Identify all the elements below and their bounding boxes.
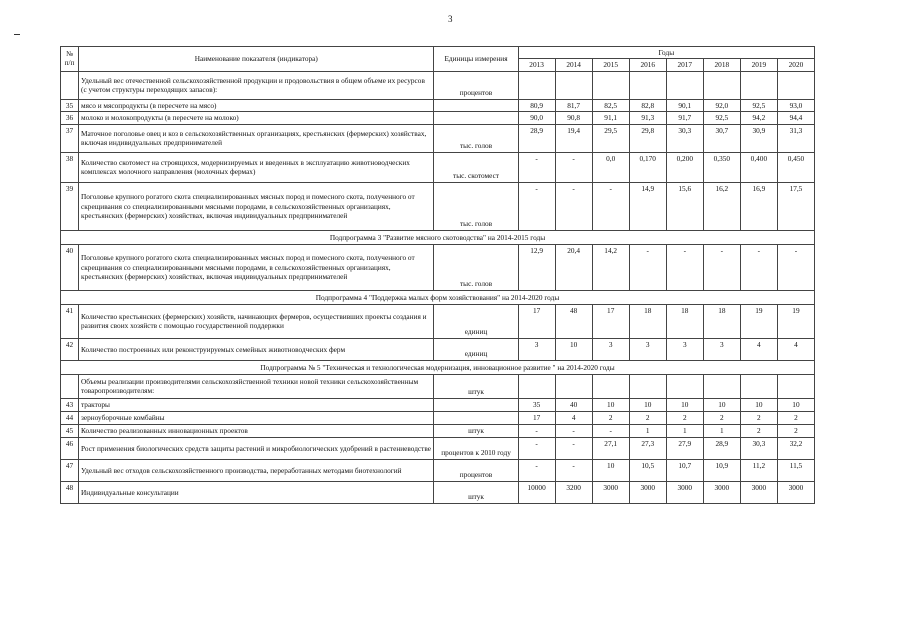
- year-value: 10: [555, 338, 592, 360]
- year-value: 18: [666, 304, 703, 338]
- indicator-name: Индивидуальные консультации: [79, 481, 434, 503]
- year-value: 2: [740, 424, 777, 437]
- year-value: 2: [666, 411, 703, 424]
- header-year: 2013: [518, 59, 555, 71]
- year-value: 3000: [703, 481, 740, 503]
- header-year: 2015: [592, 59, 629, 71]
- year-value: 27,9: [666, 437, 703, 459]
- year-value: -: [518, 152, 555, 182]
- year-value: 28,9: [518, 124, 555, 152]
- year-value: [666, 71, 703, 99]
- table-row: [61, 374, 815, 398]
- year-value: 90,0: [518, 112, 555, 124]
- table-row: [61, 152, 815, 182]
- row-number: 48: [61, 481, 79, 503]
- header-year: 2020: [777, 59, 814, 71]
- year-value: 17: [518, 304, 555, 338]
- year-value: -: [555, 437, 592, 459]
- indicator-name: Объемы реализации производителями сельскохозяйственной техники новой техники сельскохозяйственным товаропроизводителям:: [79, 374, 434, 398]
- indicator-name: молоко и молокопродукты (в пересчете на молоко): [79, 112, 434, 124]
- year-value: 94,4: [777, 112, 814, 124]
- year-value: 3000: [629, 481, 666, 503]
- year-value: [777, 374, 814, 398]
- indicator-name: Поголовье крупного рогатого скота специализированных мясных пород и помесного скота, полученного от скрещивания со специализированными мясными породами, в сельскохозяйственных организациях, крестьянских (фермерских) хозяйствах, включая индивидуальных предпринимателей: [79, 244, 434, 290]
- year-value: 4: [740, 338, 777, 360]
- indicator-name: тракторы: [79, 398, 434, 411]
- table-row: [61, 71, 815, 99]
- year-value: 0,350: [703, 152, 740, 182]
- table-row: [61, 112, 815, 124]
- table-row: [61, 424, 815, 437]
- subprogram-row: [61, 360, 815, 374]
- indicator-name: Поголовье крупного рогатого скота специализированных мясных пород и помесного скота, полученного от скрещивания со специализированными мясными породами, в сельскохозяйственных организациях, крестьянских (фермерских) хозяйствах, включая индивидуальных предпринимателей: [79, 182, 434, 230]
- year-value: 3000: [592, 481, 629, 503]
- unit-cell: [434, 398, 518, 411]
- year-value: 1: [703, 424, 740, 437]
- indicator-name: мясо и мясопродукты (в пересчете на мясо): [79, 99, 434, 111]
- year-value: 3: [666, 338, 703, 360]
- year-value: 12,9: [518, 244, 555, 290]
- year-value: 82,5: [592, 99, 629, 111]
- year-value: -: [666, 244, 703, 290]
- row-number: 46: [61, 437, 79, 459]
- table-row: [61, 398, 815, 411]
- year-value: -: [518, 424, 555, 437]
- year-value: 10: [629, 398, 666, 411]
- table-row: [61, 244, 815, 290]
- unit-cell: тыс. голов: [434, 124, 518, 152]
- header-year: 2016: [629, 59, 666, 71]
- table-row: [61, 99, 815, 111]
- year-value: 10: [703, 398, 740, 411]
- row-number: 43: [61, 398, 79, 411]
- year-value: 4: [555, 411, 592, 424]
- unit-cell: единиц: [434, 338, 518, 360]
- year-value: 91,1: [592, 112, 629, 124]
- year-value: -: [777, 244, 814, 290]
- year-value: [629, 374, 666, 398]
- year-value: 48: [555, 304, 592, 338]
- year-value: 10: [666, 398, 703, 411]
- year-value: 10,5: [629, 459, 666, 481]
- year-value: 16,9: [740, 182, 777, 230]
- row-number: [61, 374, 79, 398]
- header-years: Годы: [518, 47, 814, 59]
- row-number: 47: [61, 459, 79, 481]
- table-row: [61, 411, 815, 424]
- subprogram-row: [61, 290, 815, 304]
- year-value: 2: [703, 411, 740, 424]
- year-value: 19,4: [555, 124, 592, 152]
- year-value: 0,450: [777, 152, 814, 182]
- year-value: 18: [629, 304, 666, 338]
- year-value: [666, 374, 703, 398]
- year-value: 4: [777, 338, 814, 360]
- indicator-name: Количество реализованных инновационных проектов: [79, 424, 434, 437]
- year-value: 80,9: [518, 99, 555, 111]
- indicators-table: [60, 46, 815, 504]
- indicator-name: Количество крестьянских (фермерских) хозяйств, начинающих фермеров, осуществивших проекты создания и развития своих хозяйств с помощью государственной поддержки: [79, 304, 434, 338]
- year-value: 0,170: [629, 152, 666, 182]
- year-value: 17: [518, 411, 555, 424]
- year-value: 2: [592, 411, 629, 424]
- year-value: 20,4: [555, 244, 592, 290]
- year-value: [703, 71, 740, 99]
- year-value: 10: [592, 398, 629, 411]
- year-value: 19: [740, 304, 777, 338]
- table-row: [61, 338, 815, 360]
- year-value: 94,2: [740, 112, 777, 124]
- table-row: [61, 459, 815, 481]
- year-value: 31,3: [777, 124, 814, 152]
- year-value: 82,8: [629, 99, 666, 111]
- unit-cell: единиц: [434, 304, 518, 338]
- year-value: -: [555, 459, 592, 481]
- year-value: 2: [740, 411, 777, 424]
- year-value: 0,200: [666, 152, 703, 182]
- unit-cell: штук: [434, 424, 518, 437]
- row-number: [61, 71, 79, 99]
- unit-cell: процентов: [434, 71, 518, 99]
- year-value: 2: [777, 411, 814, 424]
- year-value: [777, 71, 814, 99]
- unit-cell: [434, 112, 518, 124]
- year-value: 11,5: [777, 459, 814, 481]
- year-value: 27,3: [629, 437, 666, 459]
- year-value: 30,3: [740, 437, 777, 459]
- year-value: -: [592, 424, 629, 437]
- year-value: 17,5: [777, 182, 814, 230]
- subprogram-title: Подпрограмма 3 "Развитие мясного скотоводства" на 2014-2015 годы: [61, 230, 815, 244]
- subprogram-title: Подпрограмма № 5 "Техническая и технологическая модернизация, инновационное развитие " на 2014-2020 годы: [61, 360, 815, 374]
- row-number: 40: [61, 244, 79, 290]
- year-value: 28,9: [703, 437, 740, 459]
- year-value: 17: [592, 304, 629, 338]
- unit-cell: процентов: [434, 459, 518, 481]
- unit-cell: тыс. голов: [434, 244, 518, 290]
- year-value: -: [592, 182, 629, 230]
- year-value: 14,9: [629, 182, 666, 230]
- year-value: 92,0: [703, 99, 740, 111]
- unit-cell: [434, 411, 518, 424]
- year-value: 3000: [666, 481, 703, 503]
- row-number: 36: [61, 112, 79, 124]
- year-value: 32,2: [777, 437, 814, 459]
- year-value: 30,9: [740, 124, 777, 152]
- year-value: 2: [777, 424, 814, 437]
- year-value: 1: [666, 424, 703, 437]
- year-value: 90,8: [555, 112, 592, 124]
- year-value: 10000: [518, 481, 555, 503]
- indicator-name: Количество построенных или реконструируемых семейных животноводческих ферм: [79, 338, 434, 360]
- year-value: 91,3: [629, 112, 666, 124]
- year-value: 16,2: [703, 182, 740, 230]
- year-value: [592, 71, 629, 99]
- header-year: 2017: [666, 59, 703, 71]
- year-value: -: [629, 244, 666, 290]
- indicator-name: зерноуборочные комбайны: [79, 411, 434, 424]
- margin-dash: [14, 34, 20, 35]
- year-value: 3: [518, 338, 555, 360]
- header-year: 2018: [703, 59, 740, 71]
- header-name: Наименование показателя (индикатора): [79, 47, 434, 72]
- year-value: 10: [740, 398, 777, 411]
- year-value: 92,5: [740, 99, 777, 111]
- year-value: 2: [629, 411, 666, 424]
- row-number: 42: [61, 338, 79, 360]
- year-value: 3000: [777, 481, 814, 503]
- unit-cell: штук: [434, 481, 518, 503]
- row-number: 44: [61, 411, 79, 424]
- header-year: 2014: [555, 59, 592, 71]
- year-value: 15,6: [666, 182, 703, 230]
- year-value: 3: [592, 338, 629, 360]
- year-value: -: [555, 424, 592, 437]
- year-value: 3000: [740, 481, 777, 503]
- year-value: 10,7: [666, 459, 703, 481]
- subprogram-title: Подпрограмма 4 "Поддержка малых форм хозяйствования" на 2014-2020 годы: [61, 290, 815, 304]
- table-row: [61, 481, 815, 503]
- year-value: [629, 71, 666, 99]
- year-value: 90,1: [666, 99, 703, 111]
- row-number: 35: [61, 99, 79, 111]
- year-value: 1: [629, 424, 666, 437]
- year-value: 81,7: [555, 99, 592, 111]
- indicator-name: Маточное поголовье овец и коз в сельскохозяйственных организациях, крестьянских (фермерских) хозяйствах, включая индивидуальных предпринимателей: [79, 124, 434, 152]
- indicator-name: Удельный вес отходов сельскохозяйственного производства, переработанных методами биотехнологий: [79, 459, 434, 481]
- year-value: -: [555, 152, 592, 182]
- subprogram-row: [61, 230, 815, 244]
- year-value: [518, 71, 555, 99]
- unit-cell: [434, 99, 518, 111]
- year-value: 30,7: [703, 124, 740, 152]
- year-value: 14,2: [592, 244, 629, 290]
- header-year: 2019: [740, 59, 777, 71]
- year-value: 10: [592, 459, 629, 481]
- indicator-name: Количество скотомест на строящихся, модернизируемых и введенных в эксплуатацию животноводческих комплексах молочного направления (молочных фермах): [79, 152, 434, 182]
- year-value: -: [740, 244, 777, 290]
- table-row: [61, 304, 815, 338]
- unit-cell: тыс. скотомест: [434, 152, 518, 182]
- year-value: 29,8: [629, 124, 666, 152]
- year-value: -: [703, 244, 740, 290]
- year-value: 3: [703, 338, 740, 360]
- year-value: 11,2: [740, 459, 777, 481]
- row-number: 38: [61, 152, 79, 182]
- year-value: 40: [555, 398, 592, 411]
- header-unit: Единицы измерения: [434, 47, 518, 72]
- unit-cell: штук: [434, 374, 518, 398]
- table-row: [61, 437, 815, 459]
- year-value: 30,3: [666, 124, 703, 152]
- year-value: 10: [777, 398, 814, 411]
- year-value: 91,7: [666, 112, 703, 124]
- table-row: [61, 182, 815, 230]
- header-num: № п/п: [61, 47, 79, 72]
- row-number: 39: [61, 182, 79, 230]
- year-value: [555, 71, 592, 99]
- year-value: 0,0: [592, 152, 629, 182]
- indicator-name: Удельный вес отечественной сельскохозяйственной продукции и продовольствия в общем объеме их ресурсов (с учетом структуры переходящих запасов):: [79, 71, 434, 99]
- unit-cell: процентов к 2010 году: [434, 437, 518, 459]
- year-value: [703, 374, 740, 398]
- year-value: [518, 374, 555, 398]
- year-value: -: [518, 182, 555, 230]
- page-number: 3: [448, 14, 453, 24]
- row-number: 45: [61, 424, 79, 437]
- year-value: 19: [777, 304, 814, 338]
- year-value: 29,5: [592, 124, 629, 152]
- table-row: [61, 124, 815, 152]
- year-value: -: [518, 437, 555, 459]
- year-value: 3200: [555, 481, 592, 503]
- unit-cell: тыс. голов: [434, 182, 518, 230]
- year-value: [740, 374, 777, 398]
- year-value: 35: [518, 398, 555, 411]
- year-value: -: [555, 182, 592, 230]
- year-value: 18: [703, 304, 740, 338]
- row-number: 41: [61, 304, 79, 338]
- year-value: 27,1: [592, 437, 629, 459]
- year-value: [555, 374, 592, 398]
- year-value: 92,5: [703, 112, 740, 124]
- year-value: [592, 374, 629, 398]
- year-value: 93,0: [777, 99, 814, 111]
- year-value: -: [518, 459, 555, 481]
- year-value: 0,400: [740, 152, 777, 182]
- year-value: [740, 71, 777, 99]
- year-value: 3: [629, 338, 666, 360]
- indicator-name: Рост применения биологических средств защиты растений и микробиологических удобрений в растениеводстве: [79, 437, 434, 459]
- year-value: 10,9: [703, 459, 740, 481]
- row-number: 37: [61, 124, 79, 152]
